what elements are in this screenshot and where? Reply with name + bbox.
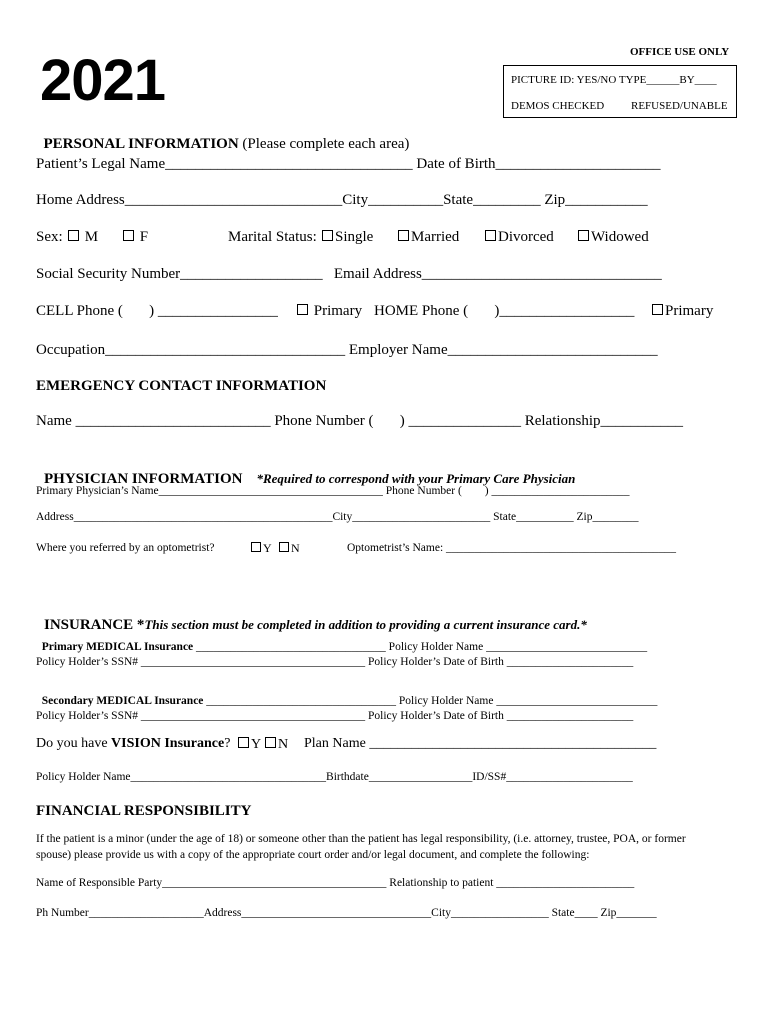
sex-m-label: M <box>84 229 99 245</box>
widowed-label: Widowed <box>591 229 649 245</box>
financial-heading: FINANCIAL RESPONSIBILITY <box>36 803 252 819</box>
personal-heading-title: PERSONAL INFORMATION <box>43 136 239 152</box>
yes-label: Y <box>251 737 262 752</box>
cell-phone-field[interactable]: CELL Phone ( ) ________________ <box>36 303 278 319</box>
policy-holder-ssn-2-field[interactable]: Policy Holder’s SSN# _______________________________________ Policy Holder’s Date of Birth ______________________ <box>36 710 634 722</box>
financial-paragraph-line1: If the patient is a minor (under the age of 18) or someone other than the patient has legal responsibility, (i.e. attorney, trustee, POA, or former <box>36 833 686 845</box>
referred-no-option[interactable] <box>279 542 300 554</box>
checkbox-icon[interactable] <box>279 542 289 552</box>
primary-label: Primary <box>313 303 363 319</box>
primary-label: Primary <box>665 303 714 319</box>
checkbox-icon[interactable] <box>297 304 308 315</box>
checkbox-icon[interactable] <box>123 230 134 241</box>
vision-no-option[interactable] <box>265 737 288 752</box>
physician-note: *Required to correspond with your Primary Care Physician <box>256 471 576 486</box>
primary-insurance-blanks[interactable]: _________________________________ Policy Holder Name ____________________________ <box>193 640 648 653</box>
personal-heading-note: (Please complete each area) <box>238 136 410 152</box>
referred-question: Where you referred by an optometrist? <box>36 542 215 554</box>
physician-heading-title: PHYSICIAN INFORMATION <box>44 471 243 487</box>
marital-married-option[interactable] <box>398 230 459 245</box>
no-label: N <box>291 541 300 555</box>
sex-f-label: F <box>139 229 149 245</box>
married-label: Married <box>411 229 460 245</box>
vision-question <box>36 737 230 751</box>
insurance-note: This section must be completed in addition to providing a current insurance card.* <box>144 617 587 632</box>
primary-insurance-label: Primary MEDICAL Insurance <box>41 640 194 653</box>
office-use-box <box>503 65 737 118</box>
sex-f-option[interactable] <box>123 230 148 245</box>
primary-physician-field[interactable]: Primary Physician’s Name_______________________________________ Phone Number ( ) ________________________ <box>36 485 630 497</box>
vision-policy-holder-field[interactable]: Policy Holder Name__________________________________Birthdate__________________ID/SS#______________________ <box>36 771 633 783</box>
plan-name-field[interactable]: Plan Name _________________________________________ <box>304 736 657 751</box>
ssn-email-field[interactable]: Social Security Number___________________ Email Address________________________________ <box>36 266 662 282</box>
single-label: Single <box>335 229 374 245</box>
optometrist-name-field[interactable]: Optometrist’s Name: ________________________________________ <box>347 542 677 554</box>
checkbox-icon[interactable] <box>265 737 276 748</box>
sex-label: Sex: <box>36 229 63 245</box>
marital-divorced-option[interactable] <box>485 230 554 245</box>
marital-widowed-option[interactable] <box>578 230 649 245</box>
physician-heading <box>36 455 575 487</box>
occupation-employer-field[interactable]: Occupation________________________________ Employer Name____________________________ <box>36 342 658 358</box>
physician-address-field[interactable]: Address_____________________________________________City________________________ State__________ Zip________ <box>36 511 639 523</box>
home-phone-field[interactable]: HOME Phone ( )__________________ <box>374 303 635 319</box>
financial-paragraph-line2: spouse) please provide us with a copy of the appropriate court order and/or legal document, and complete the following: <box>36 849 590 861</box>
office-refused: REFUSED/UNABLE <box>631 100 728 112</box>
referred-yes-option[interactable] <box>251 542 272 554</box>
office-demos-checked: DEMOS CHECKED <box>511 100 605 112</box>
home-address-field[interactable]: Home Address_____________________________City__________State_________ Zip___________ <box>36 192 648 208</box>
office-picture-id: PICTURE ID: YES/NO TYPE______BY____ <box>511 74 717 86</box>
secondary-insurance-label: Secondary MEDICAL Insurance <box>41 694 204 707</box>
vision-pre: Do you have <box>36 736 112 751</box>
cell-primary-option[interactable] <box>297 304 362 319</box>
home-primary-option[interactable] <box>652 304 713 319</box>
checkbox-icon[interactable] <box>68 230 79 241</box>
sex-m-option[interactable] <box>68 230 98 245</box>
marital-label: Marital Status: <box>228 229 317 245</box>
responsible-party-field[interactable]: Name of Responsible Party_______________________________________ Relationship to patient ________________________ <box>36 877 635 889</box>
no-label: N <box>278 737 289 752</box>
yes-label: Y <box>263 541 272 555</box>
divorced-label: Divorced <box>498 229 554 245</box>
checkbox-icon[interactable] <box>251 542 261 552</box>
checkbox-icon[interactable] <box>322 230 333 241</box>
insurance-heading <box>36 601 587 633</box>
emergency-contact-field[interactable]: Name __________________________ Phone Number ( ) _______________ Relationship___________ <box>36 413 684 429</box>
office-use-title: OFFICE USE ONLY <box>630 46 730 58</box>
checkbox-icon[interactable] <box>578 230 589 241</box>
emergency-heading: EMERGENCY CONTACT INFORMATION <box>36 378 327 394</box>
personal-heading <box>36 122 409 152</box>
secondary-insurance-blanks[interactable]: _________________________________ Policy Holder Name ____________________________ <box>203 694 658 707</box>
responsible-phone-address-field[interactable]: Ph Number____________________Address_________________________________City_________________ State____ Zip_______ <box>36 907 657 919</box>
vision-label: VISION Insurance <box>111 736 225 751</box>
marital-single-option[interactable] <box>322 230 373 245</box>
checkbox-icon[interactable] <box>398 230 409 241</box>
secondary-insurance-field[interactable] <box>36 684 657 707</box>
vision-q: ? <box>224 736 231 751</box>
policy-holder-ssn-1-field[interactable]: Policy Holder’s SSN# _______________________________________ Policy Holder’s Date of Birth ______________________ <box>36 656 634 668</box>
primary-insurance-field[interactable] <box>36 630 647 653</box>
insurance-heading-title: INSURANCE * <box>44 617 145 633</box>
vision-yes-option[interactable] <box>238 737 261 752</box>
legal-name-dob-field[interactable]: Patient’s Legal Name_________________________________ Date of Birth______________________ <box>36 156 661 172</box>
form-year: 2021 <box>40 48 166 113</box>
checkbox-icon[interactable] <box>238 737 249 748</box>
checkbox-icon[interactable] <box>652 304 663 315</box>
checkbox-icon[interactable] <box>485 230 496 241</box>
